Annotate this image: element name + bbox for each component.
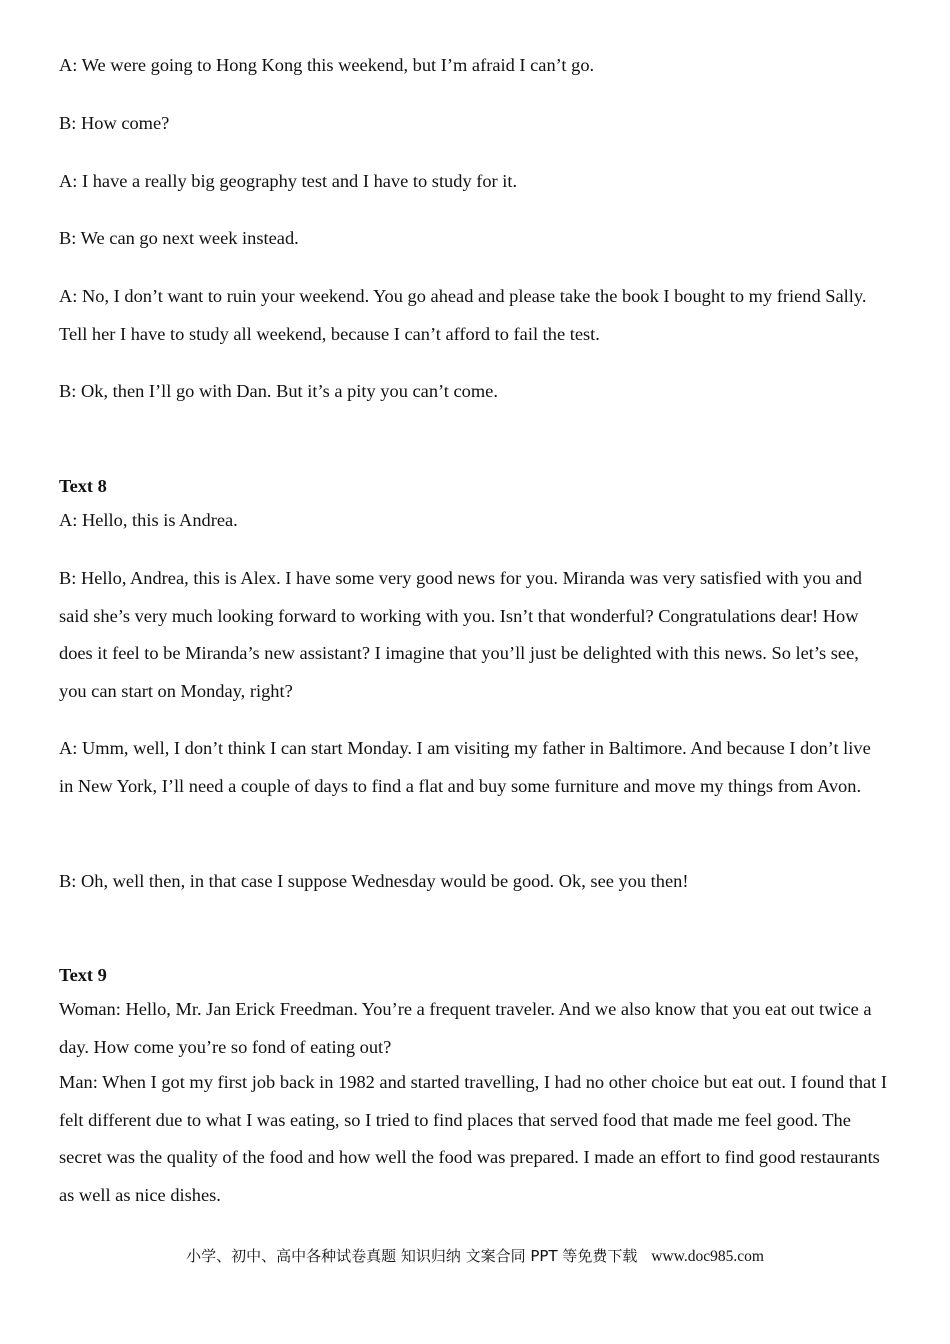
footer-url[interactable]: www.doc985.com xyxy=(651,1248,764,1265)
dialogue-line: A: Hello, this is Andrea. xyxy=(59,510,238,530)
dialogue-line: B: Hello, Andrea, this is Alex. I have some very good news for you. Miranda was very satisfied with you and said she’s very much looking forward to working with you. Isn’t that wonderful? Congratulations dear! How does it feel to be Miranda’s new assistant? I imagine that you’ll just be delighted with this news. So let’s see, you can start on Monday, right? xyxy=(59,568,862,701)
dialogue-line: B: We can go next week instead. xyxy=(59,228,299,248)
dialogue-line: A: Umm, well, I don’t think I can start Monday. I am visiting my father in Baltimore. And because I don’t live in New York, I’ll need a couple of days to find a flat and buy some furniture and move my things from Avon. xyxy=(59,738,871,796)
page-footer xyxy=(0,1244,950,1269)
dialogue-line: A: We were going to Hong Kong this weekend, but I’m afraid I can’t go. xyxy=(59,55,595,75)
dialogue-line: Woman: Hello, Mr. Jan Erick Freedman. You’re a frequent traveler. And we also know that you eat out twice a day. How come you’re so fond of eating out? xyxy=(59,999,872,1057)
dialogue-line: Man: When I got my first job back in 1982 and started travelling, I had no other choice but eat out. I found that I felt different due to what I was eating, so I tried to find places that served food that made me feel good. The secret was the quality of the food and how well the food was prepared. I made an effort to find good restaurants as well as nice dishes. xyxy=(59,1072,888,1205)
dialogue-line: A: No, I don’t want to ruin your weekend. You go ahead and please take the book I bought to my friend Sally. Tell her I have to study all weekend, because I can’t afford to fail the test. xyxy=(59,286,867,344)
section-heading-text8: Text 8 xyxy=(59,476,107,496)
footer-text: 小学、初中、高中各种试卷真题 知识归纳 文案合同 PPT 等免费下载 xyxy=(186,1247,638,1265)
dialogue-line: A: I have a really big geography test and I have to study for it. xyxy=(59,171,518,191)
dialogue-line: B: How come? xyxy=(59,113,170,133)
dialogue-line: B: Ok, then I’ll go with Dan. But it’s a pity you can’t come. xyxy=(59,381,498,401)
section-heading-text9: Text 9 xyxy=(59,965,107,985)
dialogue-line: B: Oh, well then, in that case I suppose Wednesday would be good. Ok, see you then! xyxy=(59,871,689,891)
